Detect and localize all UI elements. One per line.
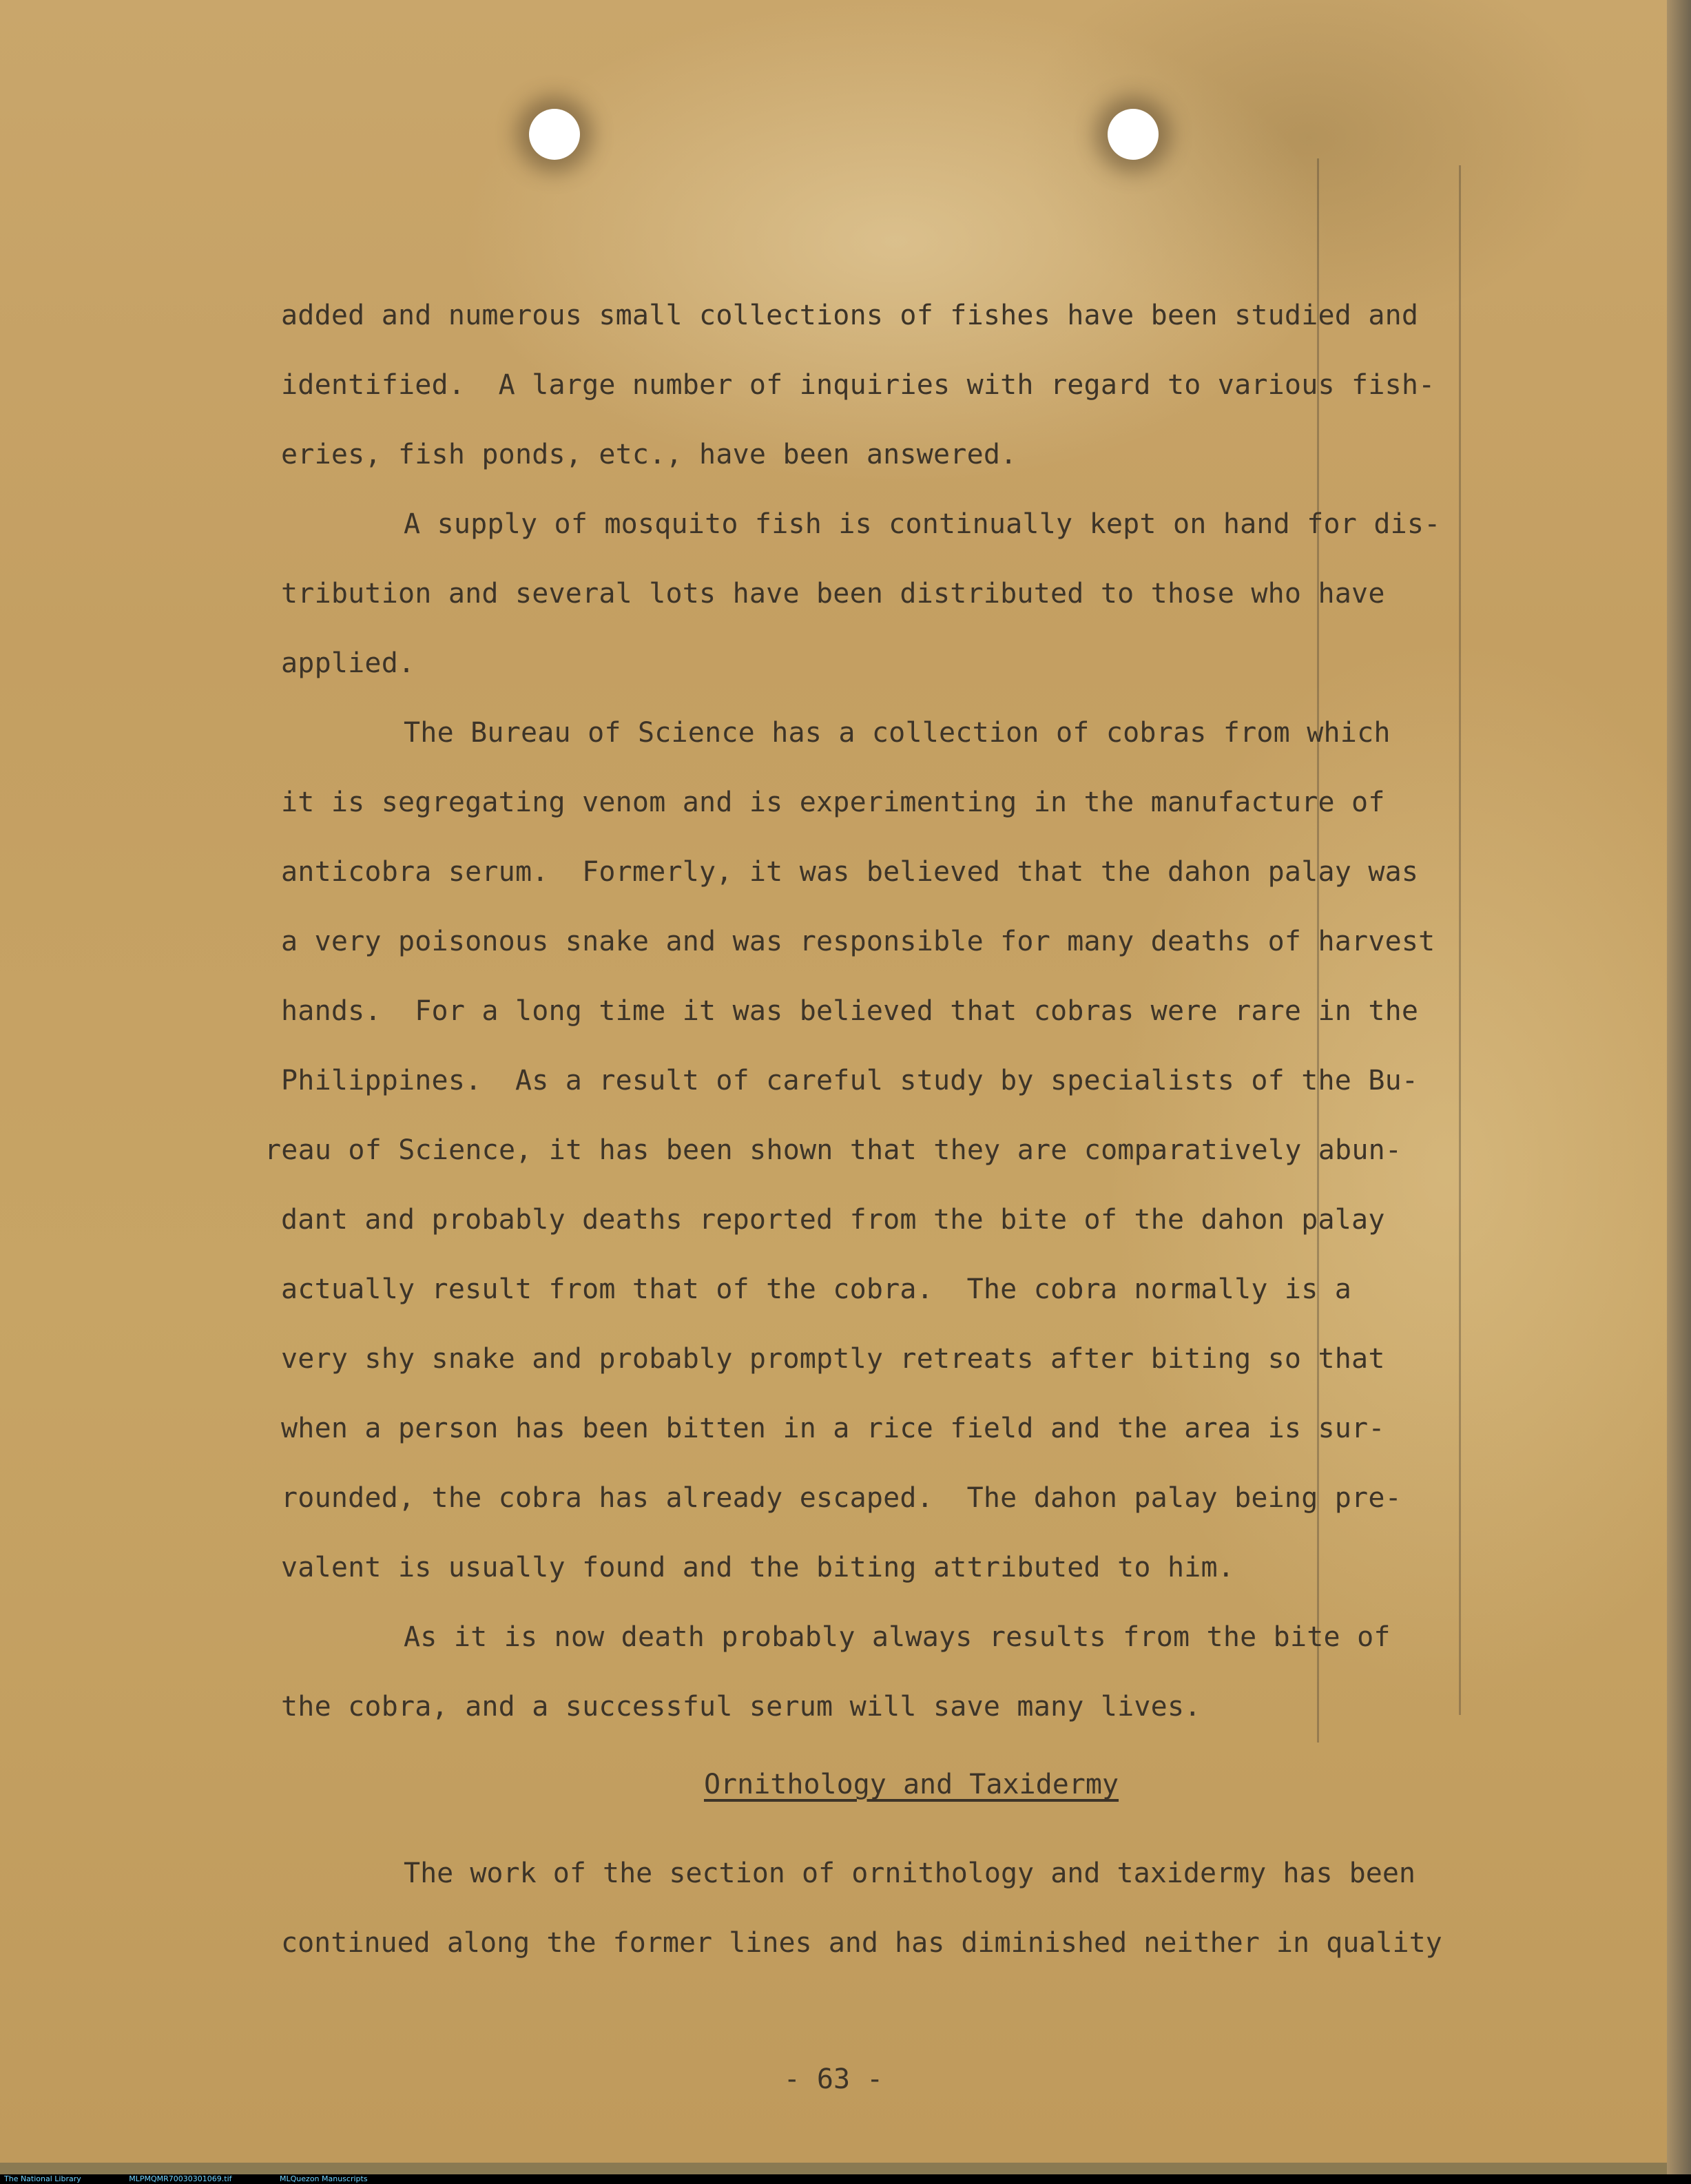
text-line: A supply of mosquito fish is continually kept on hand for dis-: [404, 508, 1441, 540]
footer-library: The National Library: [4, 2174, 81, 2183]
body-text-bottom: [281, 1839, 1542, 1978]
text-line: Philippines. As a result of careful study by specialists of the Bu-: [281, 1065, 1419, 1096]
text-line: the cobra, and a successful serum will save many lives.: [281, 1691, 1201, 1723]
paper-edge-shadow: [1667, 0, 1691, 2184]
text-line: actually result from that of the cobra. The cobra normally is a: [281, 1273, 1352, 1305]
text-line: a very poisonous snake and was responsible for many deaths of harvest: [281, 926, 1435, 957]
punch-hole-right: [1108, 109, 1159, 160]
scan-footer-bar: [0, 2174, 1691, 2184]
text-line: it is segregating venom and is experimenting in the manufacture of: [281, 787, 1385, 818]
text-line: applied.: [281, 647, 415, 679]
text-line: dant and probably deaths reported from the bite of the dahon palay: [281, 1204, 1385, 1236]
text-line: when a person has been bitten in a rice field and the area is sur-: [281, 1413, 1385, 1444]
footer-collection: MLQuezon Manuscripts: [280, 2174, 368, 2183]
text-line: tribution and several lots have been distributed to those who have: [281, 578, 1385, 610]
text-line: added and numerous small collections of fishes have been studied and: [281, 300, 1419, 331]
text-line: The Bureau of Science has a collection of cobras from which: [404, 717, 1391, 749]
text-line: reau of Science, it has been shown that they are comparatively abun-: [264, 1134, 1402, 1166]
text-line: identified. A large number of inquiries with regard to various fish-: [281, 369, 1435, 401]
text-line: hands. For a long time it was believed that cobras were rare in the: [281, 995, 1419, 1027]
text-line: The work of the section of ornithology and taxidermy has been: [404, 1858, 1416, 1889]
text-line: As it is now death probably always results from the bite of: [404, 1621, 1391, 1653]
text-line: continued along the former lines and has diminished neither in quality: [281, 1927, 1442, 1959]
page-number: - 63 -: [783, 2063, 884, 2095]
punch-hole-left: [529, 109, 580, 160]
body-text-top: [264, 281, 1542, 1742]
section-heading: Ornithology and Taxidermy: [703, 1769, 1119, 1800]
text-line: very shy snake and probably promptly retreats after biting so that: [281, 1343, 1385, 1375]
text-line: eries, fish ponds, etc., have been answered.: [281, 439, 1017, 470]
text-line: anticobra serum. Formerly, it was believed that the dahon palay was: [281, 856, 1419, 888]
footer-filename: MLPMQMR70030301069.tif: [129, 2174, 232, 2183]
text-line: valent is usually found and the biting attributed to him.: [281, 1552, 1235, 1583]
text-line: rounded, the cobra has already escaped. The dahon palay being pre-: [281, 1482, 1402, 1514]
